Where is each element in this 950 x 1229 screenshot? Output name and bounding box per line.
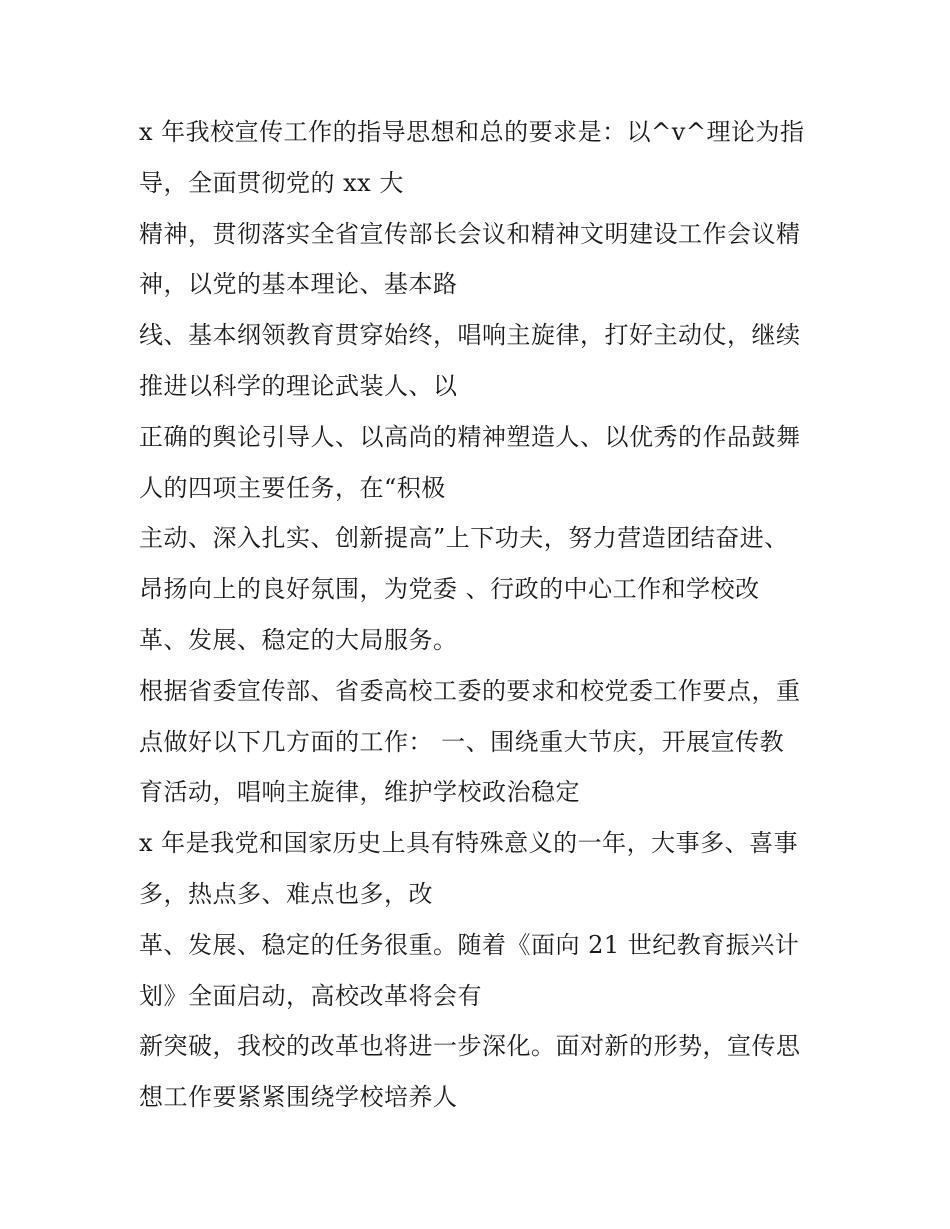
text-line: 育活动，唱响主旋律，维护学校政治稳定 <box>139 778 580 807</box>
text-line: 线、基本纲领教育贯穿始终，唱响主旋律，打好主动仗，继续 <box>139 321 801 350</box>
document-body <box>139 107 829 1123</box>
text-line: x 年是我党和国家历史上具有特殊意义的一年，大事多、喜事 <box>139 829 799 858</box>
text-line: 革、发展、稳定的大局服务。 <box>139 625 458 654</box>
text-line: 新突破，我校的改革也将进一步深化。面对新的形势，宣传思 <box>139 1032 801 1061</box>
text-line: 多，热点多、难点也多，改 <box>139 879 433 908</box>
text-line: x 年我校宣传工作的指导思想和总的要求是：以^v^理论为指 <box>139 118 805 146</box>
text-line: 人的四项主要任务，在“积极 <box>139 473 446 502</box>
text-line: 推进以科学的理论武装人、以 <box>139 371 458 400</box>
text-line: 主动、深入扎实、创新提高”上下功夫，努力营造团结奋进、 <box>139 524 789 553</box>
text-line: 神，以党的基本理论、基本路 <box>139 270 458 299</box>
text-line: 想工作要紧紧围绕学校培养人 <box>139 1083 458 1112</box>
text-line: 正确的舆论引导人、以高尚的精神塑造人、以优秀的作品鼓舞 <box>139 422 801 451</box>
text-line: 革、发展、稳定的任务很重。随着《面向 21 世纪教育振兴计 <box>139 930 800 959</box>
text-line: 导，全面贯彻党的 xx 大 <box>139 168 404 197</box>
text-line: 点做好以下几方面的工作： 一、围绕重大节庆，开展宣传教 <box>139 727 785 756</box>
text-line: 根据省委宣传部、省委高校工委的要求和校党委工作要点，重 <box>139 676 801 705</box>
text-line: 划》全面启动，高校改革将会有 <box>139 981 482 1010</box>
text-line: 昂扬向上的良好氛围，为党委 、行政的中心工作和学校改 <box>139 575 760 604</box>
text-line: 精神，贯彻落实全省宣传部长会议和精神文明建设工作会议精 <box>139 219 801 248</box>
